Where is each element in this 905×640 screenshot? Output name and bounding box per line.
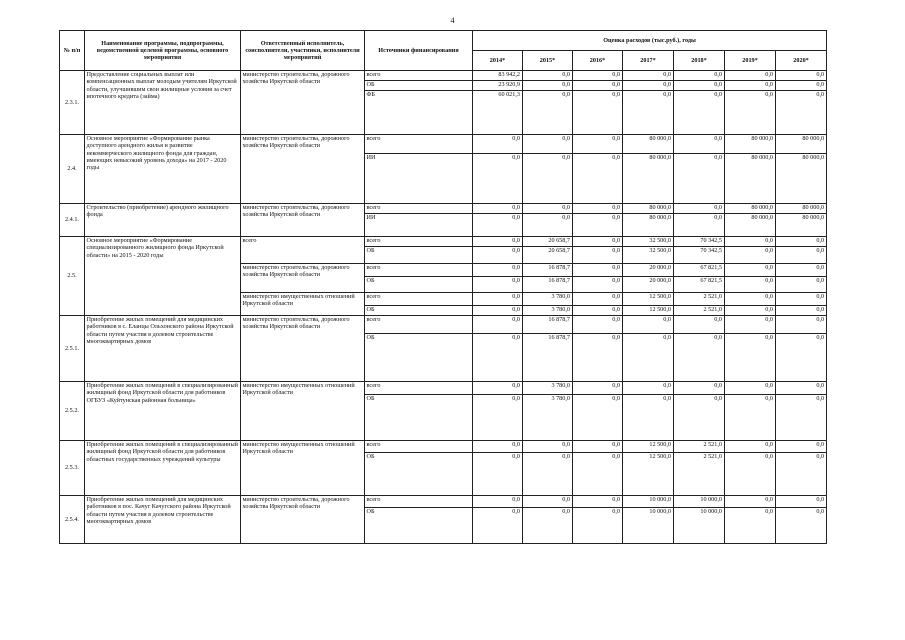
source-cell: ОБ xyxy=(365,277,473,293)
value-cell: 80 000,0 xyxy=(725,135,776,154)
value-cell: 0,0 xyxy=(725,453,776,496)
source-cell: всего xyxy=(365,441,473,453)
value-cell: 0,0 xyxy=(573,91,623,135)
value-cell: 0,0 xyxy=(473,395,523,441)
value-cell: 0,0 xyxy=(674,154,725,204)
value-cell: 0,0 xyxy=(725,334,776,382)
value-cell: 0,0 xyxy=(776,237,827,247)
value-cell: 0,0 xyxy=(473,277,523,293)
value-cell: 80 000,0 xyxy=(776,154,827,204)
value-cell: 2 521,0 xyxy=(674,453,725,496)
source-cell: ИИ xyxy=(365,154,473,204)
value-cell: 2 521,0 xyxy=(674,306,725,316)
value-cell: 0,0 xyxy=(523,81,573,91)
value-cell: 10 000,0 xyxy=(623,508,674,544)
value-cell: 0,0 xyxy=(573,496,623,508)
value-cell: 0,0 xyxy=(473,382,523,395)
source-cell: ОБ xyxy=(365,395,473,441)
value-cell: 83 942,2 xyxy=(473,71,523,81)
value-cell: 80 000,0 xyxy=(623,204,674,214)
value-cell: 3 780,0 xyxy=(523,293,573,306)
value-cell: 2 521,0 xyxy=(674,293,725,306)
value-cell: 0,0 xyxy=(776,334,827,382)
value-cell: 0,0 xyxy=(473,496,523,508)
table-row xyxy=(60,204,827,214)
value-cell: 70 342,5 xyxy=(674,247,725,264)
row-number: 2.4. xyxy=(60,135,85,204)
header-year: 2019* xyxy=(725,51,776,71)
value-cell: 0,0 xyxy=(573,441,623,453)
row-executor: министерство строительства, дорожного хозяйства Иркутской области xyxy=(241,71,365,135)
value-cell: 0,0 xyxy=(725,247,776,264)
source-cell: всего xyxy=(365,71,473,81)
value-cell: 0,0 xyxy=(725,81,776,91)
value-cell: 0,0 xyxy=(776,71,827,81)
value-cell: 0,0 xyxy=(523,441,573,453)
value-cell: 0,0 xyxy=(776,382,827,395)
header-year: 2017* xyxy=(623,51,674,71)
source-cell: всего xyxy=(365,237,473,247)
header-num: № п/п xyxy=(60,31,85,71)
value-cell: 16 878,7 xyxy=(523,277,573,293)
source-cell: всего xyxy=(365,293,473,306)
source-cell: ОБ xyxy=(365,508,473,544)
value-cell: 0,0 xyxy=(573,306,623,316)
value-cell: 0,0 xyxy=(725,496,776,508)
value-cell: 0,0 xyxy=(776,453,827,496)
value-cell: 0,0 xyxy=(623,71,674,81)
source-cell: ОБ xyxy=(365,306,473,316)
row-number: 2.5.2. xyxy=(60,382,85,441)
value-cell: 0,0 xyxy=(623,91,674,135)
value-cell: 0,0 xyxy=(623,334,674,382)
value-cell: 0,0 xyxy=(573,316,623,334)
value-cell: 0,0 xyxy=(725,264,776,277)
value-cell: 80 000,0 xyxy=(623,135,674,154)
value-cell: 80 000,0 xyxy=(776,135,827,154)
value-cell: 0,0 xyxy=(573,293,623,306)
row-executor: министерство строительства, дорожного хозяйства Иркутской области xyxy=(241,135,365,204)
value-cell: 0,0 xyxy=(473,441,523,453)
value-cell: 0,0 xyxy=(725,508,776,544)
row-executor: министерство строительства, дорожного хозяйства Иркутской области xyxy=(241,496,365,544)
source-cell: всего xyxy=(365,382,473,395)
value-cell: 0,0 xyxy=(523,91,573,135)
row-executor: министерство имущественных отношений Иркутской области xyxy=(241,382,365,441)
value-cell: 0,0 xyxy=(776,81,827,91)
value-cell: 80 000,0 xyxy=(725,214,776,237)
value-cell: 0,0 xyxy=(623,395,674,441)
source-cell: всего xyxy=(365,316,473,334)
row-number: 2.5.3. xyxy=(60,441,85,496)
value-cell: 80 000,0 xyxy=(776,214,827,237)
row-title: Приобретение жилых помещений для медицинских работников в с. Еланцы Ольхонского района Иркутской области путем участия в долевом строительстве многоквартирных домов xyxy=(85,316,241,382)
value-cell: 0,0 xyxy=(473,247,523,264)
value-cell: 0,0 xyxy=(725,277,776,293)
value-cell: 80 000,0 xyxy=(623,154,674,204)
source-cell: ОБ xyxy=(365,334,473,382)
value-cell: 0,0 xyxy=(473,334,523,382)
source-cell: всего xyxy=(365,264,473,277)
source-cell: всего xyxy=(365,135,473,154)
value-cell: 0,0 xyxy=(725,306,776,316)
table-row xyxy=(60,441,827,453)
value-cell: 0,0 xyxy=(473,135,523,154)
value-cell: 12 500,0 xyxy=(623,306,674,316)
value-cell: 60 021,3 xyxy=(473,91,523,135)
header-executor: Ответственный исполнитель, соисполнители, участники, исполнители мероприятий xyxy=(241,31,365,71)
row-number: 2.4.1. xyxy=(60,204,85,237)
value-cell: 0,0 xyxy=(473,293,523,306)
value-cell: 0,0 xyxy=(674,382,725,395)
row-executor: министерство строительства, дорожного хозяйства Иркутской области xyxy=(241,204,365,237)
value-cell: 10 000,0 xyxy=(623,496,674,508)
source-cell: всего xyxy=(365,204,473,214)
value-cell: 0,0 xyxy=(776,277,827,293)
value-cell: 10 000,0 xyxy=(674,496,725,508)
value-cell: 20 658,7 xyxy=(523,247,573,264)
value-cell: 0,0 xyxy=(674,71,725,81)
value-cell: 0,0 xyxy=(573,71,623,81)
value-cell: 0,0 xyxy=(523,214,573,237)
value-cell: 0,0 xyxy=(725,293,776,306)
row-number: 2.5. xyxy=(60,237,85,316)
value-cell: 0,0 xyxy=(674,204,725,214)
value-cell: 0,0 xyxy=(674,81,725,91)
source-cell: ОБ xyxy=(365,81,473,91)
value-cell: 10 000,0 xyxy=(674,508,725,544)
value-cell: 0,0 xyxy=(674,334,725,382)
value-cell: 0,0 xyxy=(573,237,623,247)
value-cell: 20 000,0 xyxy=(623,264,674,277)
value-cell: 0,0 xyxy=(473,237,523,247)
value-cell: 0,0 xyxy=(473,204,523,214)
value-cell: 3 780,0 xyxy=(523,306,573,316)
value-cell: 80 000,0 xyxy=(725,154,776,204)
value-cell: 16 878,7 xyxy=(523,334,573,382)
value-cell: 0,0 xyxy=(725,91,776,135)
value-cell: 0,0 xyxy=(473,154,523,204)
header-year: 2020* xyxy=(776,51,827,71)
value-cell: 80 000,0 xyxy=(623,214,674,237)
header-year: 2015* xyxy=(523,51,573,71)
row-number: 2.3.1. xyxy=(60,71,85,135)
value-cell: 80 000,0 xyxy=(776,204,827,214)
value-cell: 0,0 xyxy=(523,496,573,508)
value-cell: 32 500,0 xyxy=(623,247,674,264)
value-cell: 0,0 xyxy=(573,334,623,382)
row-title: Основное мероприятие «Формирование специализированного жилищного фонда Иркутской области» на 2015 - 2020 годы xyxy=(85,237,241,316)
value-cell: 0,0 xyxy=(776,293,827,306)
value-cell: 0,0 xyxy=(725,237,776,247)
value-cell: 67 821,5 xyxy=(674,277,725,293)
header-name: Наименование программы, подпрограммы, ведомственной целевой программы, основного мероприятия xyxy=(85,31,241,71)
row-title: Приобретение жилых помещений в специализированный жилищный фонд Иркутской области для работников ОГБУЗ «Куйтунская районная больница» xyxy=(85,382,241,441)
value-cell: 3 780,0 xyxy=(523,395,573,441)
value-cell: 0,0 xyxy=(725,71,776,81)
row-executor: министерство имущественных отношений Иркутской области xyxy=(241,293,365,316)
row-title: Предоставление социальных выплат или компенсационных выплат молодым учителям Иркутской области, улучшившим свои жилищные условия за счет ипотечного кредита (займа) xyxy=(85,71,241,135)
table-row xyxy=(60,71,827,81)
table-row xyxy=(60,237,827,247)
value-cell: 0,0 xyxy=(623,81,674,91)
value-cell: 0,0 xyxy=(674,316,725,334)
value-cell: 0,0 xyxy=(776,508,827,544)
value-cell: 0,0 xyxy=(473,316,523,334)
value-cell: 0,0 xyxy=(776,91,827,135)
value-cell: 20 000,0 xyxy=(623,277,674,293)
header-year: 2014* xyxy=(473,51,523,71)
value-cell: 0,0 xyxy=(573,508,623,544)
value-cell: 0,0 xyxy=(523,71,573,81)
table-row xyxy=(60,316,827,334)
value-cell: 0,0 xyxy=(573,395,623,441)
row-title: Строительство (приобретение) арендного жилищного фонда xyxy=(85,204,241,237)
value-cell: 0,0 xyxy=(473,264,523,277)
header-year: 2018* xyxy=(674,51,725,71)
value-cell: 0,0 xyxy=(674,135,725,154)
value-cell: 0,0 xyxy=(776,441,827,453)
value-cell: 0,0 xyxy=(573,135,623,154)
value-cell: 80 000,0 xyxy=(725,204,776,214)
value-cell: 0,0 xyxy=(674,91,725,135)
value-cell: 70 342,5 xyxy=(674,237,725,247)
value-cell: 0,0 xyxy=(674,214,725,237)
value-cell: 0,0 xyxy=(674,395,725,441)
value-cell: 0,0 xyxy=(473,214,523,237)
value-cell: 0,0 xyxy=(523,154,573,204)
row-executor: министерство имущественных отношений Иркутской области xyxy=(241,441,365,496)
value-cell: 0,0 xyxy=(776,316,827,334)
value-cell: 0,0 xyxy=(776,264,827,277)
value-cell: 16 878,7 xyxy=(523,316,573,334)
value-cell: 0,0 xyxy=(725,441,776,453)
value-cell: 12 500,0 xyxy=(623,453,674,496)
value-cell: 0,0 xyxy=(725,395,776,441)
value-cell: 0,0 xyxy=(623,316,674,334)
row-executor: министерство строительства, дорожного хозяйства Иркутской области xyxy=(241,316,365,382)
source-cell: ОБ xyxy=(365,453,473,496)
value-cell: 0,0 xyxy=(573,277,623,293)
value-cell: 0,0 xyxy=(776,395,827,441)
value-cell: 0,0 xyxy=(573,81,623,91)
value-cell: 0,0 xyxy=(523,453,573,496)
value-cell: 0,0 xyxy=(523,135,573,154)
source-cell: ОБ xyxy=(365,247,473,264)
table-row xyxy=(60,496,827,508)
value-cell: 67 821,5 xyxy=(674,264,725,277)
header-source: Источники финансирования xyxy=(365,31,473,71)
value-cell: 20 658,7 xyxy=(523,237,573,247)
value-cell: 0,0 xyxy=(573,382,623,395)
value-cell: 0,0 xyxy=(473,453,523,496)
header-year: 2016* xyxy=(573,51,623,71)
row-title: Приобретение жилых помещений для медицинских работников в пос. Качуг Качугского района Иркутской области путем участия в долевом строительстве многоквартирных домов xyxy=(85,496,241,544)
value-cell: 0,0 xyxy=(473,508,523,544)
table-row xyxy=(60,135,827,154)
value-cell: 0,0 xyxy=(523,204,573,214)
value-cell: 0,0 xyxy=(573,264,623,277)
value-cell: 12 500,0 xyxy=(623,293,674,306)
row-title: Приобретение жилых помещений в специализированный жилищный фонд Иркутской области для работников областных государственных учреждений культуры xyxy=(85,441,241,496)
row-executor: министерство строительства, дорожного хозяйства Иркутской области xyxy=(241,264,365,293)
value-cell: 0,0 xyxy=(473,306,523,316)
value-cell: 2 521,0 xyxy=(674,441,725,453)
source-cell: ИИ xyxy=(365,214,473,237)
value-cell: 32 500,0 xyxy=(623,237,674,247)
page-number: 4 xyxy=(450,16,455,25)
value-cell: 0,0 xyxy=(776,496,827,508)
value-cell: 0,0 xyxy=(573,247,623,264)
value-cell: 0,0 xyxy=(523,508,573,544)
row-title: Основное мероприятие «Формирование рынка доступного арендного жилья и развитие некоммерческого жилищного фонда для граждан, имеющих невысокий уровень дохода» на 2017 - 2020 годы xyxy=(85,135,241,204)
expense-table xyxy=(59,30,827,544)
row-number: 2.5.1. xyxy=(60,316,85,382)
value-cell: 23 920,9 xyxy=(473,81,523,91)
value-cell: 0,0 xyxy=(776,247,827,264)
value-cell: 3 780,0 xyxy=(523,382,573,395)
row-number: 2.5.4. xyxy=(60,496,85,544)
value-cell: 16 878,7 xyxy=(523,264,573,277)
source-cell: всего xyxy=(365,496,473,508)
value-cell: 0,0 xyxy=(573,214,623,237)
value-cell: 12 500,0 xyxy=(623,441,674,453)
value-cell: 0,0 xyxy=(725,382,776,395)
value-cell: 0,0 xyxy=(776,306,827,316)
value-cell: 0,0 xyxy=(573,154,623,204)
value-cell: 0,0 xyxy=(573,204,623,214)
value-cell: 0,0 xyxy=(623,382,674,395)
value-cell: 0,0 xyxy=(573,453,623,496)
header-estimate: Оценка расходов (тыс.руб.), годы xyxy=(473,31,827,51)
value-cell: 0,0 xyxy=(725,316,776,334)
table-row xyxy=(60,382,827,395)
row-executor: всего xyxy=(241,237,365,264)
source-cell: ФБ xyxy=(365,91,473,135)
